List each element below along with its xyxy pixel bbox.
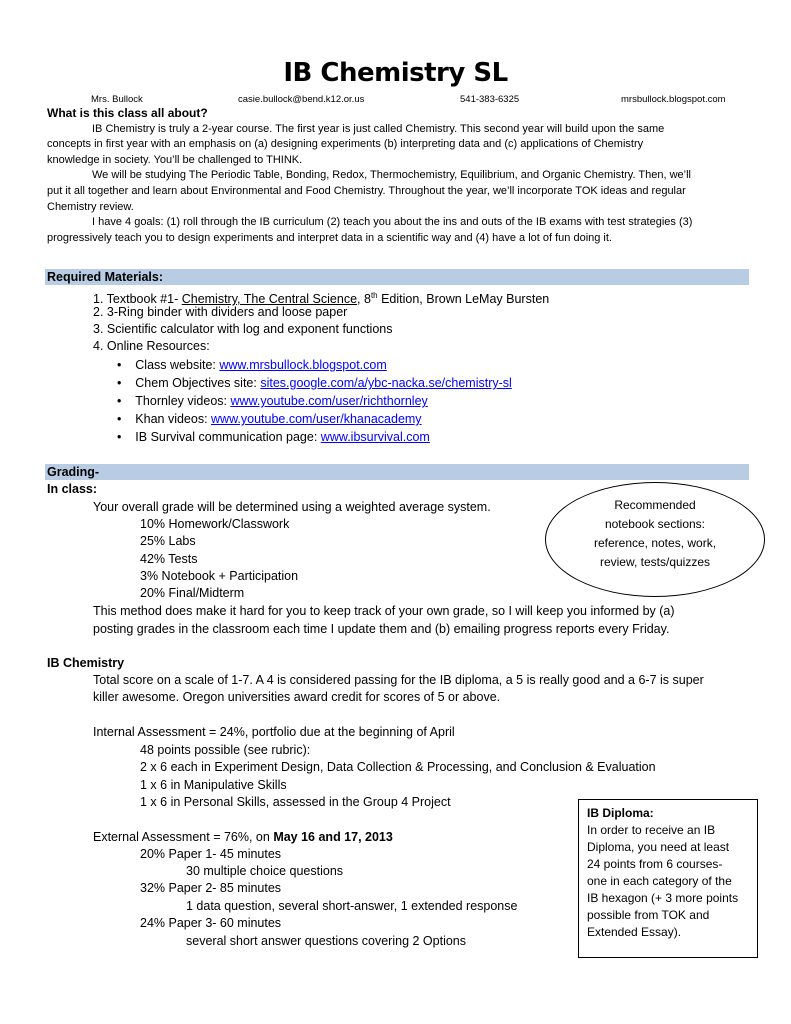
grading-note: This method does make it hard for you to keep track of your own grade, so I will keep you informed by (a) [93,604,675,618]
paper-2: 32% Paper 2- 85 minutes [140,881,282,895]
material-item-4: 4. Online Resources: [93,339,210,353]
paper-2-detail: 1 data question, several short-answer, 1 extended response [186,899,518,913]
internal-assessment: Internal Assessment = 24%, portfolio due at the beginning of April [93,725,455,739]
paper-1: 20% Paper 1- 45 minutes [140,847,282,861]
materials-heading: Required Materials: [45,269,749,285]
about-line: I have 4 goals: (1) roll through the IB curriculum (2) teach you about the ins and outs of the IB exams with test strategies (3) [92,216,693,229]
resource-link[interactable]: www.youtube.com/user/khanacademy [211,412,422,426]
material-item-2: 2. 3-Ring binder with dividers and loose paper [93,305,348,319]
ia-item: 2 x 6 each in Experiment Design, Data Collection & Processing, and Conclusion & Evaluation [140,760,656,774]
diploma-heading: IB Diploma: [587,806,654,820]
resource-link[interactable]: www.youtube.com/user/richthornley [230,394,428,408]
about-section [47,106,747,246]
in-class-heading: In class: [47,482,98,496]
textbook-title: Chemistry, The Central Science [181,292,358,307]
grading-heading: Grading- [45,464,749,480]
teacher-phone: 541-383-6325 [460,94,520,105]
ia-item: 48 points possible (see rubric): [140,743,311,757]
about-line: knowledge in society. You’ll be challenged to THINK. [47,153,303,166]
teacher-name: Mrs. Bullock [91,94,143,105]
about-heading: What is this class all about? [47,106,208,120]
paper-3-detail: several short answer questions covering 2 Options [186,934,467,948]
page-title: IB Chemistry SL [283,58,508,88]
material-item-1: 1. Textbook #1- Chemistry, The Central Science, 8th Edition, Brown LeMay Bursten [93,291,550,307]
grade-weight: 42% Tests [140,552,198,566]
resource-item: • Chem Objectives site: sites.google.com/a/ybc-nacka.se/chemistry-sl [117,376,512,390]
resource-item: • Class website: www.mrsbullock.blogspot.com [117,358,387,372]
resource-item: • Khan videos: www.youtube.com/user/khanacademy [117,412,422,426]
paper-1-detail: 30 multiple choice questions [186,864,344,878]
material-item-3: 3. Scientific calculator with log and exponent functions [93,322,393,336]
ib-heading: IB Chemistry [47,656,125,670]
about-line: put it all together and learn about Environmental and Food Chemistry. Throughout the year, we’ll incorporate TOK ideas and regular [47,184,686,197]
notebook-callout: Recommended notebook sections: reference, notes, work, review, tests/quizzes [545,482,765,597]
paper-3: 24% Paper 3- 60 minutes [140,916,282,930]
teacher-email: casie.bullock@bend.k12.or.us [238,94,365,105]
resource-item: • IB Survival communication page: www.ibsurvival.com [117,430,430,444]
grading-intro: Your overall grade will be determined using a weighted average system. [93,500,491,514]
grade-weight: 20% Final/Midterm [140,586,245,600]
resource-link[interactable]: www.mrsbullock.blogspot.com [219,358,387,372]
teacher-website: mrsbullock.blogspot.com [621,94,726,105]
about-line: progressively teach you to design experiments and interpret data in a scientific way and (4) have a lot of fun doing it. [47,231,612,244]
resource-item: • Thornley videos: www.youtube.com/user/richthornley [117,394,428,408]
ib-score-text: killer awesome. Oregon universities award credit for scores of 5 or above. [93,690,501,704]
ia-item: 1 x 6 in Manipulative Skills [140,778,287,792]
external-assessment: External Assessment = 76%, on May 16 and 17, 2013 [93,830,393,844]
resource-link[interactable]: www.ibsurvival.com [320,430,430,444]
exam-dates: May 16 and 17, 2013 [273,830,393,844]
grade-weight: 3% Notebook + Participation [140,569,299,583]
grade-weight: 25% Labs [140,534,196,548]
resource-link[interactable]: sites.google.com/a/ybc-nacka.se/chemistry-sl [260,376,512,390]
about-line: IB Chemistry is truly a 2-year course. The first year is just called Chemistry. This second year will build upon the same [92,122,665,135]
grade-weight: 10% Homework/Classwork [140,517,290,531]
grading-note: posting grades in the classroom each time I update them and (b) emailing progress reports every Friday. [93,622,670,636]
ia-item: 1 x 6 in Personal Skills, assessed in the Group 4 Project [140,795,451,809]
about-line: Chemistry review. [47,200,134,213]
about-line: We will be studying The Periodic Table, Bonding, Redox, Thermochemistry, Equilibrium, and Organic Chemistry. Then, we’ll [92,169,691,182]
ib-diploma-box: IB Diploma: In order to receive an IB Diploma, you need at least 24 points from 6 courses- one in each category of the IB hexagon (+ 3 more points possible from TOK and Extended Essay). [578,799,758,958]
ib-score-text: Total score on a scale of 1-7. A 4 is considered passing for the IB diploma, a 5 is really good and a 6-7 is super [93,673,704,687]
about-line: concepts in first year with an emphasis on (a) designing experiments (b) interpreting data and (c) applications of Chemistry [47,138,644,151]
